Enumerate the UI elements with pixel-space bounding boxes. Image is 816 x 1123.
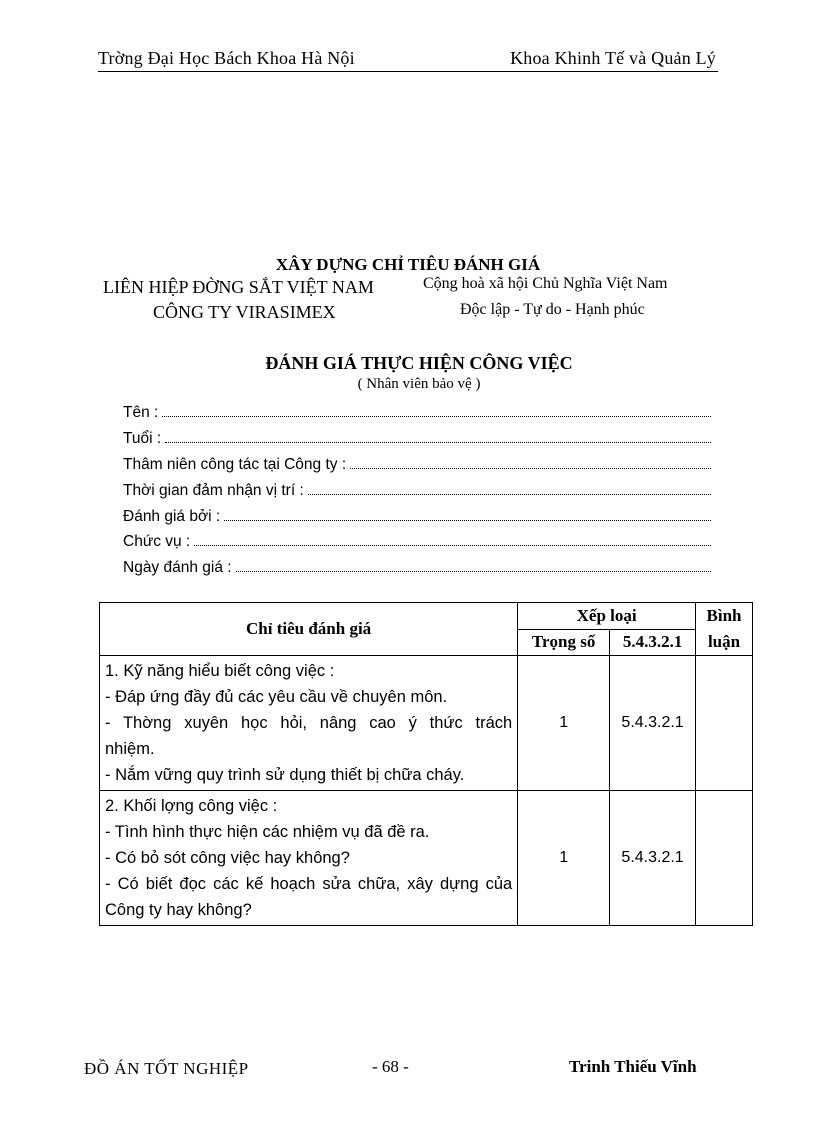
criteria-line: - Tình hình thực hiện các nhiệm vụ đã đề ra. [105,823,430,841]
evaluation-table [99,602,753,926]
page-number: - 68 - [372,1057,409,1076]
field-label: Tên : [123,404,159,421]
criteria-cell [100,791,518,926]
header-comment-line2: luận [707,632,741,651]
field-eval-date[interactable] [123,553,711,577]
org-name: LIÊN HIỆP ĐỜNG SẮT VIỆT NAM [103,277,374,297]
weight-cell: 1 [518,791,610,926]
field-label: Thâm niên công tác tại Công ty : [123,456,347,473]
field-evaluator[interactable] [123,502,711,526]
scale-cell: 5.4.3.2.1 [610,791,696,926]
criteria-cell [100,656,518,791]
criteria-line: - Đáp ứng đầy đủ các yêu cầu về chuyên môn. [105,688,448,706]
dotted-line [224,520,711,521]
criteria-line: nhiệm. [105,740,155,758]
field-position-time[interactable] [123,476,711,500]
section-title: XÂY DỰNG CHỈ TIÊU ĐÁNH GIÁ [275,255,541,274]
field-label: Chức vụ : [123,533,191,550]
company-name: CÔNG TY VIRASIMEX [153,302,336,322]
dotted-line [308,494,711,495]
table-row [100,791,753,926]
field-label: Thời gian đảm nhận vị trí : [123,482,304,499]
header-criteria: Chỉ tiêu đánh giá [100,603,518,656]
dotted-line [350,468,711,469]
footer-thesis: ĐỒ ÁN TỐT NGHIỆP [84,1059,249,1078]
header-weight: Trọng số [518,629,610,656]
table-row [100,656,753,791]
comment-cell[interactable] [696,656,753,791]
dotted-line [165,442,711,443]
field-seniority[interactable] [123,450,711,474]
form-subtitle: ( Nhân viên bảo vệ ) [357,376,481,392]
form-title: ĐÁNH GIÁ THỰC HIỆN CÔNG VIỆC [265,353,573,373]
header-faculty: Khoa Khinh Tế và Quản Lý [510,48,716,68]
criteria-line: 2. Khối lợng công việc : [105,797,278,815]
header-comment [696,603,753,656]
dotted-line [236,571,711,572]
weight-cell: 1 [518,656,610,791]
table-header-row [100,603,753,630]
criteria-line: - Có bỏ sót công việc hay không? [105,849,350,867]
header-rule [98,71,718,72]
criteria-line: - Nắm vững quy trình sử dụng thiết bị chữa cháy. [105,766,465,784]
field-label: Tuổi : [123,430,162,447]
criteria-line: 1. Kỹ năng hiểu biết công việc : [105,662,335,680]
criteria-line: - Thờng xuyên học hỏi, nâng cao ý thức trách [105,714,513,732]
national-title: Cộng hoà xã hội Chủ Nghĩa Việt Nam [423,275,668,292]
criteria-line: - Có biết đọc các kế hoạch sửa chữa, xây dựng của [105,875,513,893]
field-name[interactable] [123,398,711,422]
header-comment-line1: Bình [706,606,742,625]
field-age[interactable] [123,424,711,448]
scale-cell: 5.4.3.2.1 [610,656,696,791]
footer-author: Trinh Thiếu Vĩnh [569,1057,697,1076]
header-school: Trờng Đại Học Bách Khoa Hà Nội [98,48,355,68]
header-scale: 5.4.3.2.1 [610,629,696,656]
field-label: Ngày đánh giá : [123,559,232,576]
field-label: Đánh giá bởi : [123,508,221,525]
criteria-line: Công ty hay không? [105,901,252,919]
dotted-line [162,416,711,417]
national-motto: Độc lập - Tự do - Hạnh phúc [460,301,645,318]
field-job-title[interactable] [123,527,711,551]
dotted-line [194,545,711,546]
header-rank: Xếp loại [518,603,696,630]
comment-cell[interactable] [696,791,753,926]
